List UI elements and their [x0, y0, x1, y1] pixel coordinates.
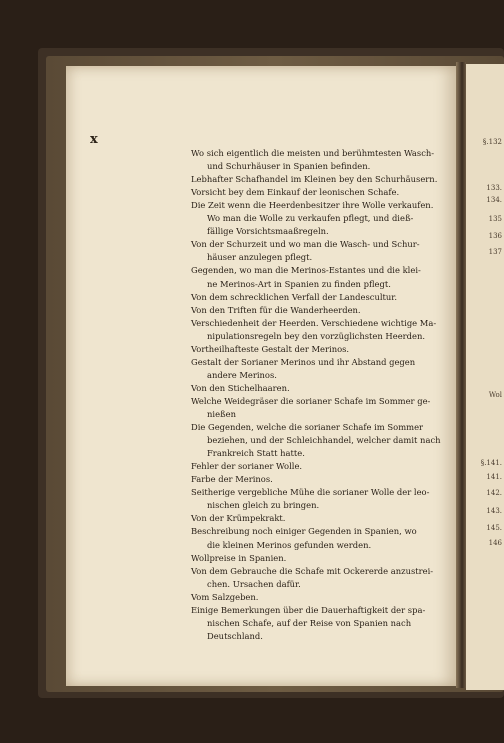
entry-title: Wo sich eigentlich die meisten und berühmtesten Wasch- [191, 148, 435, 158]
entry-title: Beschreibung noch einiger Gegenden in Spanien, wo [191, 526, 417, 537]
entry-title-continuation: ne Merinos-Art in Spanien zu finden pflegt. [207, 278, 391, 289]
entry-title: Von der Schurzeit und wo man die Wasch- und Schur- [191, 239, 420, 250]
entry-title: Vorsicht bey dem Einkauf der leonischen Schafe. [191, 187, 400, 198]
facing-page-fragment: 141. [486, 473, 502, 481]
entry-title: Von den Stichelhaaren. [191, 382, 290, 393]
facing-page-fragment: 137 [488, 248, 502, 256]
page-number: x [90, 132, 98, 147]
entry-title-continuation: nießen [207, 409, 236, 419]
facing-page [466, 64, 504, 690]
entry-title-continuation: die kleinen Merinos gefunden werden. [207, 539, 372, 550]
entry-title: Einige Bemerkungen über die Dauerhaftigkeit der spa- [191, 604, 426, 615]
entry-title: Seitherige vergebliche Mühe die sorianer Wolle der leo- [191, 487, 430, 498]
entry-title-continuation: nischen gleich zu bringen. [207, 500, 320, 511]
entry-title-continuation: andere Merinos. [207, 369, 277, 380]
entry-title: Von der Krümpekrakt. [191, 513, 286, 524]
facing-page-fragment: 133. [486, 184, 502, 192]
facing-page-fragment: 135 [488, 215, 502, 223]
entry-title-continuation: nipulationsregeln bey den vorzüglichsten Heerden. [207, 330, 426, 341]
entry-title-continuation: beziehen, und der Schleichhandel, welcher damit nach [207, 435, 441, 446]
facing-page-fragment: §.141. [480, 459, 502, 467]
entry-title-continuation: Deutschland. [207, 630, 263, 641]
entry-title: Wollpreise in Spanien. [191, 552, 287, 563]
entry-title: Vortheilhafteste Gestalt der Merinos. [191, 343, 350, 354]
facing-page-fragment: §.132 [482, 138, 502, 146]
facing-page-fragment: 136 [488, 232, 502, 240]
entry-title: Von dem schrecklichen Verfall der Landescultur. [191, 291, 398, 302]
entry-title: Gegenden, wo man die Merinos-Estantes und die klei- [191, 265, 421, 276]
entry-title: Lebhafter Schafhandel im Kleinen bey den Schurhäusern. [191, 174, 438, 185]
facing-page-fragment: 145. [486, 524, 502, 532]
entry-title-continuation: chen. Ursachen dafür. [207, 578, 301, 589]
entry-title: Gestalt der Sorianer Merinos und ihr Abstand gegen [191, 356, 416, 367]
facing-page-fragment: 134. [486, 196, 502, 204]
entry-title-continuation: fällige Vorsichtsmaaßregeln. [207, 226, 329, 237]
entry-title: Die Zeit wenn die Heerdenbesitzer ihre Wolle verkaufen. [191, 200, 434, 211]
facing-page-fragment: Wol [488, 391, 502, 399]
entry-title: Verschiedenheit der Heerden. Verschiedene wichtige Ma- [191, 317, 437, 328]
entry-title-continuation: Wo man die Wolle zu verkaufen pflegt, und dieß- [207, 213, 414, 224]
entry-title: Fehler der sorianer Wolle. [191, 461, 303, 472]
entry-title: Von den Triften für die Wanderheerden. [191, 304, 361, 315]
entry-title-continuation: und Schurhäuser in Spanien befinden. [207, 161, 371, 172]
facing-page-fragment: 146 [488, 539, 502, 547]
entry-title: Die Gegenden, welche die sorianer Schafe im Sommer [191, 422, 424, 433]
book-gutter [456, 62, 466, 688]
facing-page-fragment: 142. [486, 489, 502, 497]
entry-title: Vom Salzgeben. [191, 591, 259, 602]
entry-title-continuation: Frankreich Statt hatte. [207, 448, 305, 459]
entry-title: Farbe der Merinos. [191, 474, 273, 485]
facing-page-fragment: 143. [486, 507, 502, 515]
entry-title-continuation: nischen Schafe, auf der Reise von Spanien nach [207, 617, 412, 628]
entry-title: Welche Weidegräser die sorianer Schafe im Sommer ge- [191, 395, 431, 406]
entry-title-continuation: häuser anzulegen pflegt. [207, 252, 313, 263]
entry-title: Von dem Gebrauche die Schafe mit Ockererde anzustrei- [191, 565, 434, 576]
